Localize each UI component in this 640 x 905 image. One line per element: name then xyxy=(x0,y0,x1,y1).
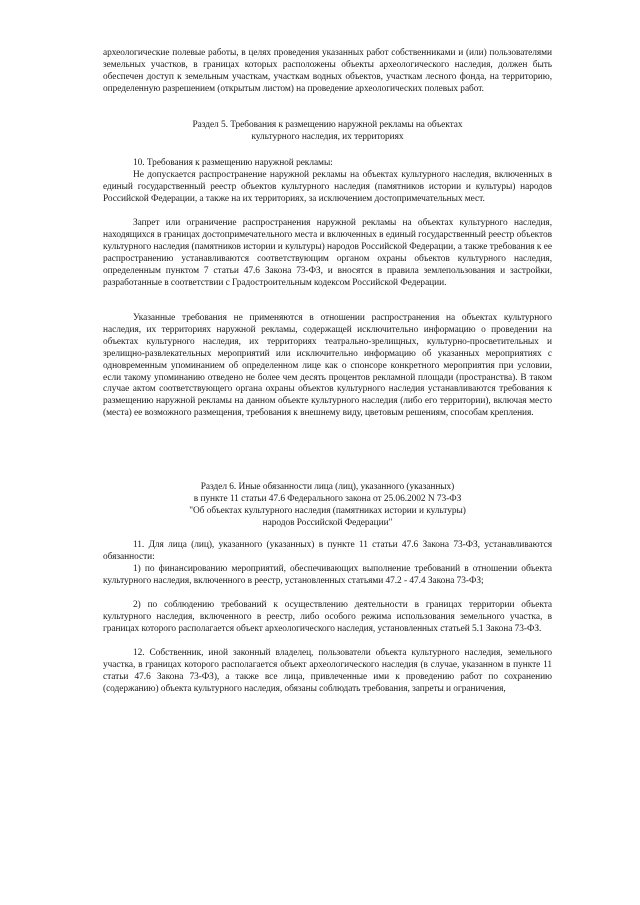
heading-line: народов Российской Федерации" xyxy=(262,517,393,528)
item-10-paragraph-3 xyxy=(103,313,552,420)
paragraph-text: 2) по соблюдению требований к осуществлению деятельности в границах территории объекта культурного наследия, включенного в реестр, либо особого режима использования земельного участка, в границах которого располагается объект археологического наследия, установленных статьей 5.1 Закона 73-ФЗ. xyxy=(103,600,552,634)
section-6-heading xyxy=(103,482,552,530)
section-5-heading xyxy=(103,120,552,144)
heading-line: в пункте 11 статьи 47.6 Федерального закона от 25.06.2002 N 73-ФЗ xyxy=(193,493,462,504)
paragraph-text: Не допускается распространение наружной рекламы на объектах культурного наследия, включенных в единый государственный реестр объектов культурного наследия (памятников истории и культуры) народов Российской Федерации, а также на их территориях, за исключением достопримечательных мест. xyxy=(103,170,552,204)
item-12-paragraph-1 xyxy=(103,648,552,696)
heading-line: Раздел 5. Требования к размещению наружной рекламы на объектах xyxy=(192,120,463,130)
heading-line: Раздел 6. Иные обязанности лица (лиц), указанного (указанных) xyxy=(200,482,455,492)
paragraph-text: 10. Требования к размещению наружной рекламы: xyxy=(133,158,333,168)
paragraph-text: 11. Для лица (лиц), указанного (указанных) в пункте 11 статьи 47.6 Закона 73-ФЗ, устанавливаются обязанности: xyxy=(103,540,552,562)
item-10-paragraph-1 xyxy=(103,170,552,206)
paragraph-access xyxy=(103,48,552,96)
heading-line: "Об объектах культурного наследия (памятниках истории и культуры) xyxy=(189,505,466,516)
item-11-paragraph-2 xyxy=(103,564,552,588)
paragraph-text: Указанные требования не применяются в отношении распространения на объектах культурного наследия, их территориях наружной рекламы, содержащей исключительно информацию о проведении на объектах культурного наследия, их территориях театрально-зрелищных, культурно-просветительных и зрелищно-развлекательных мероприятий или исключительно информацию об указанных мероприятиях с одновременным упоминанием об определенном лице как о спонсоре конкретного мероприятия при условии, если такому упоминанию отведено не более чем десять процентов рекламной площади (пространства). В таком случае актом соответствующего органа охраны объектов культурного наследия устанавливаются требования к размещению наружной рекламы на данном объекте культурного наследия (либо его территории), включая место (места) ее возможного размещения, требования к внешнему виду, цветовым решениям, способам крепления. xyxy=(103,313,552,419)
paragraph-text: археологические полевые работы, в целях проведения указанных работ собственниками и (или) пользователями земельных участков, в границах которых расположены объекты археологического наследия, должен быть обеспечен доступ к земельным участкам, участкам водных объектов, участкам лесного фонда, на территорию, определенную разрешением (открытым листом) на проведение археологических полевых работ. xyxy=(103,48,552,94)
item-11-paragraph-1 xyxy=(103,540,552,564)
paragraph-text: 12. Собственник, иной законный владелец, пользователи объекта культурного наследия, земельного участка, в границах которого располагается объект археологического наследия (в случае, указанном в пункте 11 статьи 47.6 Закона 73-ФЗ), а также все лица, привлеченные ими к проведению работ по сохранению (содержанию) объекта культурного наследия, обязаны соблюдать требования, запреты и ограничения, xyxy=(103,648,552,694)
paragraph-text: 1) по финансированию мероприятий, обеспечивающих выполнение требований в отношении объекта культурного наследия, включенного в реестр, установленных статьями 47.2 - 47.4 Закона 73-ФЗ; xyxy=(103,564,552,586)
item-10-title xyxy=(103,158,552,170)
heading-line: культурного наследия, их территориях xyxy=(251,131,404,142)
item-10-paragraph-2 xyxy=(103,218,552,289)
paragraph-text: Запрет или ограничение распространения наружной рекламы на объектах культурного наследия, находящихся в границах достопримечательного места и включенных в единый государственный реестр объектов культурного наследия (памятников истории и культуры) народов Российской Федерации, а также требования к ее распространению устанавливаются соответствующим органом охраны объектов культурного наследия, определенным пунктом 7 статьи 47.6 Закона 73-ФЗ, и вносятся в правила землепользования и застройки, разработанные в соответствии с Градостроительным кодексом Российской Федерации. xyxy=(103,218,552,288)
item-11-paragraph-3 xyxy=(103,600,552,636)
